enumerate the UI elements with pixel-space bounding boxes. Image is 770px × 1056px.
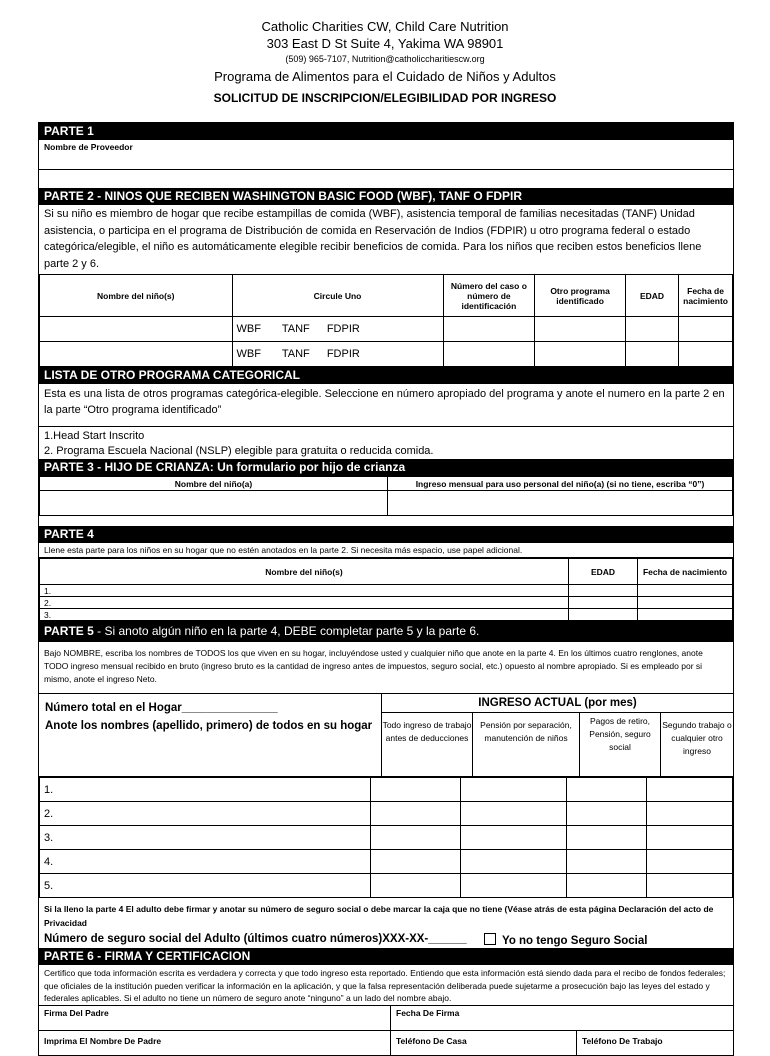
income-cell[interactable] <box>461 850 567 874</box>
income-cell[interactable] <box>647 874 733 898</box>
case-number-cell[interactable] <box>443 342 535 367</box>
income-cell[interactable] <box>567 802 647 826</box>
org-name: Catholic Charities CW, Child Care Nutrition <box>261 19 509 34</box>
birthdate-cell[interactable] <box>679 342 733 367</box>
form-title: SOLICITUD DE INSCRIPCION/ELEGIBILIDAD POR INGRESO <box>213 91 557 105</box>
household-member-cell[interactable]: 2. <box>40 802 371 826</box>
form-header <box>0 18 770 107</box>
child-name-cell[interactable] <box>40 342 233 367</box>
table-row <box>40 850 733 874</box>
part2-heading: PARTE 2 - NINOS QUE RECIBEN WASHINGTON BASIC FOOD (WBF), TANF O FDPIR <box>39 188 733 205</box>
provider-field[interactable] <box>39 140 733 170</box>
signature-row <box>39 1005 733 1031</box>
part1-heading: PARTE 1 <box>39 123 733 140</box>
household-member-cell[interactable]: 4. <box>40 850 371 874</box>
income-cell[interactable] <box>567 826 647 850</box>
col-child-name: Nombre del niño(s) <box>40 275 233 317</box>
part3-subtitle: Un formulario por hijo de crianza <box>217 460 406 474</box>
no-ssn-checkbox[interactable] <box>484 933 647 947</box>
row-number[interactable]: 2. <box>40 597 569 609</box>
part6-text: Certifico que toda información escrita es verdadera y correcta y que todo ingreso esta reportado. Entiendo que esta información está siendo dada para el recibo de fondos federales; que oficiales de la institución pueden verificar la información en la aplicación, y que la falsa representación deliberada puede sujetarme a prosecución bajo las leyes del estado y federales aplicables. Si el adulto no tiene un número de seguro anote “ninguno” a un lado del nombre abajo. <box>44 968 726 1003</box>
income-columns <box>382 713 733 776</box>
part4-table <box>39 558 733 621</box>
household-table <box>39 777 733 898</box>
table-row <box>40 609 733 621</box>
income-cell[interactable] <box>647 826 733 850</box>
age-cell[interactable] <box>625 342 678 367</box>
age-cell[interactable] <box>569 585 638 597</box>
table-row <box>40 597 733 609</box>
col-retirement-income: Pagos de retiro, Pensión, seguro social <box>580 713 661 776</box>
part3-title: PARTE 3 - HIJO DE CRIANZA: <box>44 460 214 474</box>
birthdate-cell[interactable] <box>638 597 733 609</box>
part5-text: Bajo NOMBRE, escriba los nombres de TODOS los que viven en su hogar, incluyéndose usted y cualquier niño que anote en la parte 4. En los últimos cuatro renglones, anote TODO ingreso mensual recibido en bruto (ingreso bruto es la cantidad de ingreso antes de impuestos, seguro social, etc.) opuesto al nombre apropiado. Si es empleado por si mismo, anote el ingreso Neto. <box>39 642 733 694</box>
table-row <box>40 802 733 826</box>
option-tanf[interactable]: TANF <box>281 323 310 335</box>
ssn-row <box>39 931 733 948</box>
part4-heading: PARTE 4 <box>39 526 733 543</box>
age-cell[interactable] <box>569 597 638 609</box>
col-age: EDAD <box>625 275 678 317</box>
household-member-cell[interactable]: 3. <box>40 826 371 850</box>
part3-table <box>39 476 733 516</box>
income-cell[interactable] <box>567 850 647 874</box>
part2-table <box>39 274 733 367</box>
income-heading: INGRESO ACTUAL (por mes) <box>382 694 733 713</box>
age-cell[interactable] <box>569 609 638 621</box>
income-cell[interactable] <box>567 874 647 898</box>
birthdate-cell[interactable] <box>638 585 733 597</box>
part6-heading: PARTE 6 - FIRMA Y CERTIFICACION <box>39 948 733 965</box>
col-age: EDAD <box>569 559 638 585</box>
option-fdpir[interactable]: FDPIR <box>326 323 360 335</box>
print-name-field[interactable]: Imprima El Nombre De Padre <box>39 1031 391 1055</box>
work-phone-field[interactable]: Teléfono De Trabajo <box>582 1035 663 1046</box>
household-member-cell[interactable]: 5. <box>40 874 371 898</box>
part2-text: Si su niño es miembro de hogar que recibe estampillas de comida (WBF), asistencia temporal de familias necesitadas (TANF) Unidad asistencia, o participa en el programa de Distribución de comida en Reservación de Indios (FDPIR) u otro programa federal o estado categórica/elegible, el niño es automáticamente elegible recibir beneficios de comida. Para los niños que reciben estos beneficios llene parte 2 y 6. <box>44 208 702 270</box>
col-support-income: Pensión por separación, manutención de niños <box>473 713 580 776</box>
option-fdpir[interactable]: FDPIR <box>326 348 360 360</box>
col-work-income: Todo ingreso de trabajo antes de deducciones <box>382 713 473 776</box>
income-cell[interactable] <box>371 778 461 802</box>
option-wbf[interactable]: WBF <box>236 323 261 335</box>
table-row <box>40 826 733 850</box>
household-member-cell[interactable]: 1. <box>40 778 371 802</box>
income-cell[interactable] <box>461 874 567 898</box>
table-row <box>40 874 733 898</box>
other-program-cell[interactable] <box>535 342 626 367</box>
org-contact: (509) 965-7107, Nutrition@catholiccharitiescw.org <box>285 54 485 64</box>
contact-row <box>39 1031 733 1055</box>
col-birthdate: Fecha de nacimiento <box>638 559 733 585</box>
birthdate-cell[interactable] <box>679 317 733 342</box>
income-cell[interactable] <box>371 802 461 826</box>
home-phone-field[interactable]: Teléfono De Casa <box>391 1031 577 1055</box>
household-label-cell <box>39 694 382 776</box>
checkbox-icon[interactable] <box>484 933 496 945</box>
provider-label: Nombre de Proveedor <box>44 142 133 152</box>
part5-subtitle: - Si anoto algún niño en la parte 4, DEBE completar parte 5 y la parte 6. <box>97 624 480 638</box>
foster-income-cell[interactable] <box>388 491 733 516</box>
signature-field[interactable]: Firma Del Padre <box>39 1006 391 1030</box>
age-cell[interactable] <box>625 317 678 342</box>
option-tanf[interactable]: TANF <box>281 348 310 360</box>
signature-date-field[interactable]: Fecha De Firma <box>396 1007 460 1018</box>
income-header <box>382 694 733 776</box>
program-choice-cell[interactable] <box>232 317 443 342</box>
part3-heading <box>39 459 733 476</box>
part5-heading <box>39 621 733 642</box>
income-cell[interactable] <box>567 778 647 802</box>
program-name: Programa de Alimentos para el Cuidado de Niños y Adultos <box>214 69 556 84</box>
income-cell[interactable] <box>461 778 567 802</box>
income-cell[interactable] <box>371 850 461 874</box>
ssn-field[interactable]: Número de seguro social del Adulto (últimos cuatro números)XXX-XX-______ <box>44 933 467 945</box>
col-other-income: Segundo trabajo o cualquier otro ingreso <box>662 720 732 756</box>
col-birthdate: Fecha de nacimiento <box>679 275 733 317</box>
list-item: 2. Programa Escuela Nacional (NSLP) elegible para gratuita o reducida comida. <box>44 445 434 457</box>
income-cell[interactable] <box>371 826 461 850</box>
list-text: Esta es una lista de otros programas categórica-elegible. Seleccione en número apropiado del programa y anote el numero en la parte 2 en la parte “Otro programa identificado” <box>44 388 725 416</box>
org-address: 303 East D St Suite 4, Yakima WA 98901 <box>266 36 504 51</box>
program-choice-cell[interactable] <box>232 342 443 367</box>
col-circle-one: Circule Uno <box>232 275 443 317</box>
part5-title: PARTE 5 <box>44 624 94 638</box>
income-cell[interactable] <box>461 826 567 850</box>
part4-text: Llene esta parte para los niños en su hogar que no estén anotados en la parte 2. Si necesita más espacio, use papel adicional. <box>39 543 733 558</box>
col-other-program: Otro programa identificado <box>535 275 626 317</box>
option-wbf[interactable]: WBF <box>236 348 261 360</box>
form-body <box>38 122 734 1056</box>
row-number[interactable]: 1. <box>40 585 569 597</box>
list-item: 1.Head Start Inscrito <box>39 426 733 444</box>
list-heading: LISTA DE OTRO PROGRAMA CATEGORICAL <box>39 367 733 384</box>
part5-header-row <box>39 694 733 777</box>
table-row <box>40 778 733 802</box>
income-cell[interactable] <box>371 874 461 898</box>
birthdate-cell[interactable] <box>638 609 733 621</box>
income-cell[interactable] <box>647 778 733 802</box>
other-program-cell[interactable] <box>535 317 626 342</box>
enrollment-form-page <box>0 18 770 1046</box>
case-number-cell[interactable] <box>443 317 535 342</box>
household-names-label: Anote los nombres (apellido, primero) de todos en su hogar <box>45 720 373 732</box>
row-number[interactable]: 3. <box>40 609 569 621</box>
child-name-cell[interactable] <box>40 317 233 342</box>
table-row <box>40 342 733 367</box>
col-child-name: Nombre del niño(s) <box>40 559 569 585</box>
ssn-note: Si la lleno la parte 4 El adulto debe firmar y anotar su número de seguro social o debe marcar la caja que no tiene (Véase atrás de esta página Declaración del acto de Privacidad <box>44 904 714 928</box>
foster-child-name-cell[interactable] <box>40 491 388 516</box>
income-cell[interactable] <box>461 802 567 826</box>
col-foster-income: Ingreso mensual para uso personal del niño(a) (si no tiene, escriba “0”) <box>388 477 733 491</box>
table-row <box>40 585 733 597</box>
household-total-label: Número total en el Hogar_______________ <box>45 702 278 714</box>
table-row <box>40 317 733 342</box>
table-row <box>40 491 733 516</box>
no-ssn-label: Yo no tengo Seguro Social <box>502 935 648 947</box>
col-case-number: Número del caso o número de identificación <box>443 275 535 317</box>
income-cell[interactable] <box>647 802 733 826</box>
income-cell[interactable] <box>647 850 733 874</box>
col-foster-child-name: Nombre del niño(a) <box>40 477 388 491</box>
